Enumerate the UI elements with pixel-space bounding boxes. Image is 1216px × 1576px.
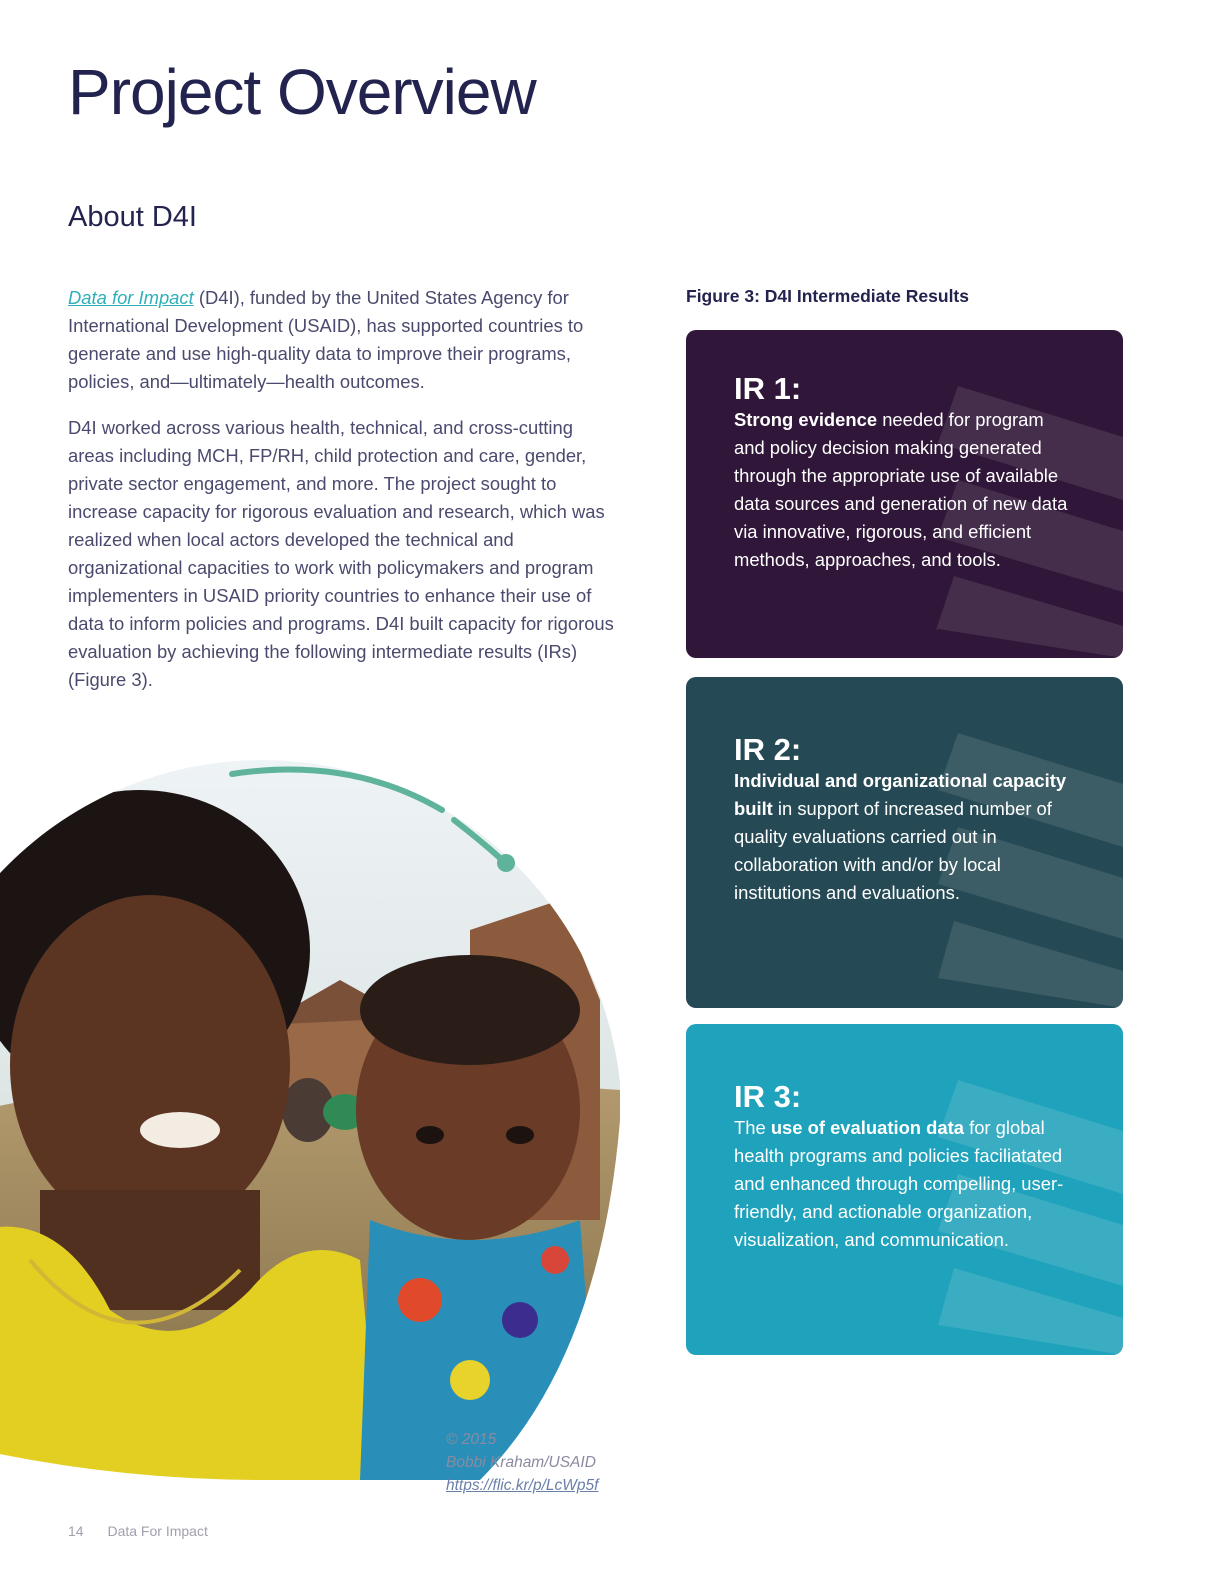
credit-year: © 2015: [446, 1431, 497, 1448]
ir-2-content: [734, 733, 1074, 907]
section-title: About D4I: [68, 201, 197, 233]
figure-caption: Figure 3: D4I Intermediate Results: [686, 286, 969, 306]
ir-card-2: [686, 677, 1123, 1008]
ir-1-text: Strong evidence needed for program and policy decision making generated through the appropriate use of available data sources and generation of new data via innovative, rigorous, and efficient methods, approaches, and tools.: [734, 409, 1068, 570]
ir-1-content: [734, 372, 1074, 574]
ir-card-3: [686, 1024, 1123, 1355]
ir-1-highlight: Strong evidence: [734, 409, 878, 430]
publication-name: Data For Impact: [107, 1523, 208, 1539]
ir-2-text: Individual and organizational capacity built in support of increased number of quality evaluations carried out in collaboration with and/or by local institutions and evaluations.: [734, 770, 1067, 903]
page-footer: [68, 1523, 228, 1539]
ir-3-content: [734, 1080, 1074, 1254]
page-title: Project Overview: [68, 56, 536, 128]
credit-link[interactable]: https://flic.kr/p/LcWp5f: [446, 1477, 599, 1494]
ir-2-highlight: Individual and organizational capacity built: [734, 770, 1067, 819]
ir-3-heading: IR 3:: [734, 1079, 802, 1114]
mother-and-child-photo: [0, 760, 620, 1480]
credit-name: Bobbi Kraham/USAID: [446, 1454, 596, 1471]
intro-paragraph-1-text: (D4I), funded by the United States Agency for International Development (USAID), has supported countries to generate and use high-quality data to improve their programs, policies, and—ultimately—health outcomes.: [68, 287, 584, 392]
ir-3-highlight: use of evaluation data: [770, 1117, 964, 1138]
intro-paragraph-2: D4I worked across various health, technical, and cross-cutting areas including MCH, FP/RH, child protection and care, gender, private sector engagement, and more. The project sought to increase capacity for rigorous evaluation and research, which was realized when local actors developed the technical and organizational capacities to work with policymakers and program implementers in USAID priority countries to enhance their use of data to inform policies and programs. D4I built capacity for rigorous evaluation by achieving the following intermediate results (IRs) (Figure 3).: [68, 417, 614, 690]
data-for-impact-link[interactable]: Data for Impact: [68, 287, 194, 308]
ir-3-text: The use of evaluation data for global health programs and policies faciliatated and enhanced through compelling, user-friendly, and actionable organization, visualization, and communication.: [734, 1117, 1064, 1250]
ir-1-heading: IR 1:: [734, 371, 802, 406]
intro-text: [68, 284, 620, 712]
intro-paragraph-1: [68, 284, 620, 396]
photo-credit: [446, 1428, 598, 1497]
page-number: 14: [68, 1523, 84, 1539]
ir-card-1: [686, 330, 1123, 658]
ir-2-heading: IR 2:: [734, 732, 802, 767]
